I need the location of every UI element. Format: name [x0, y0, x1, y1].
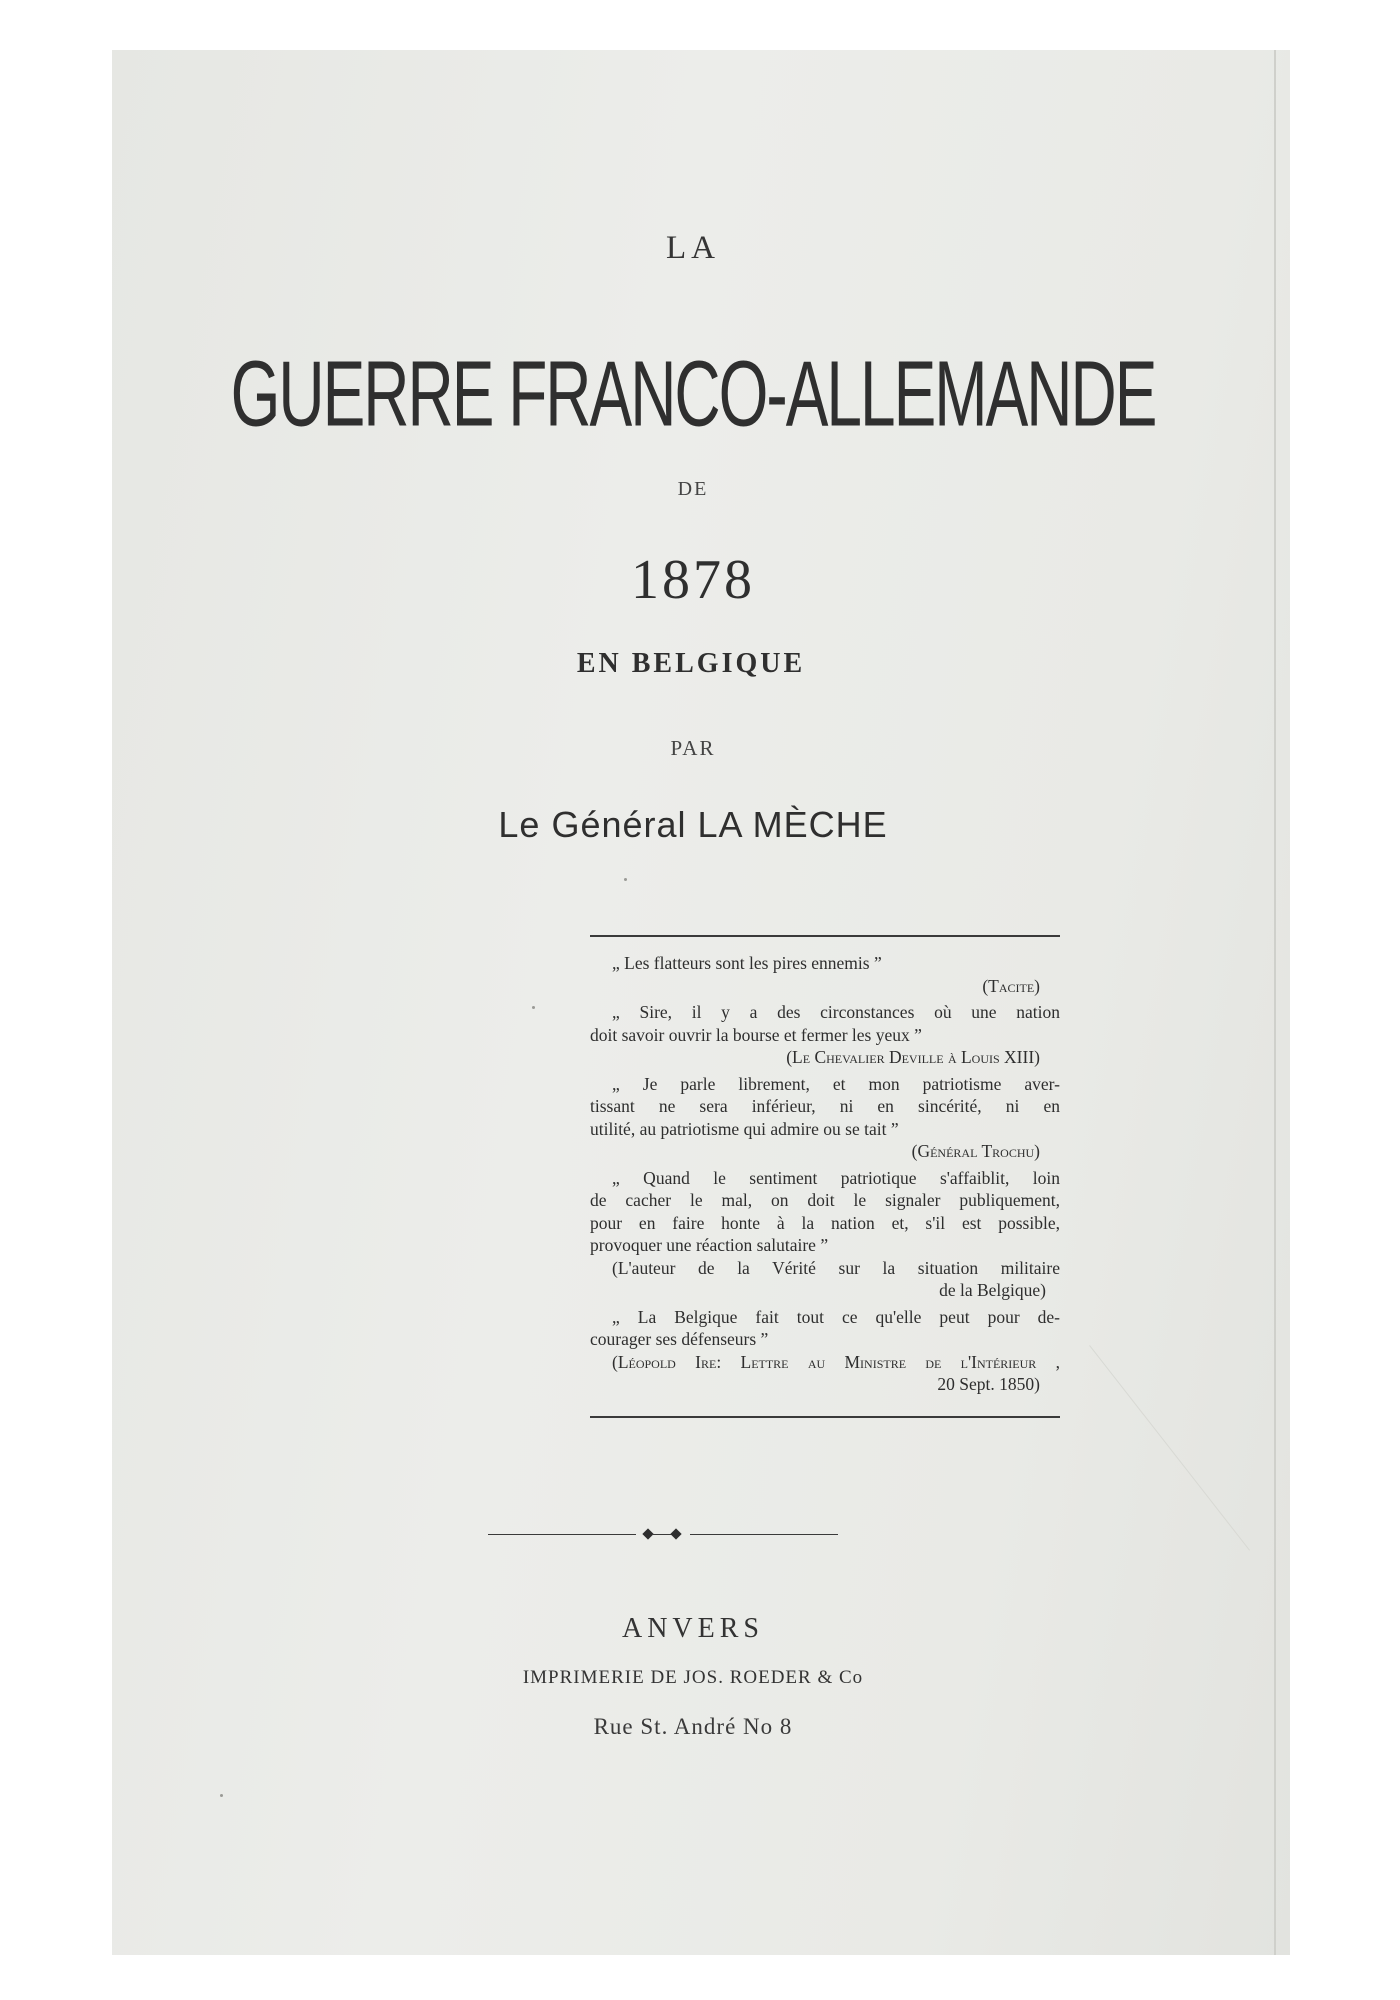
epigraph [590, 952, 1060, 997]
epigraph-line: pour en faire honte à la nation et, s'il est possible, [590, 1212, 1060, 1233]
epigraph-source: (L'auteur de la Vérité sur la situation militaire [612, 1257, 1060, 1278]
epigraph-line: de cacher le mal, on doit le signaler publiquement, [590, 1190, 1060, 1210]
epigraphs [590, 952, 1060, 1396]
epigraph-source: de la Belgique) [939, 1280, 1046, 1300]
epigraph-line: tissant ne sera inférieur, ni en sincérité, ni en [590, 1096, 1060, 1116]
epigraph-line: „ Je parle librement, et mon patriotisme aver- [612, 1073, 1060, 1094]
epigraph-line: „ Sire, il y a des circonstances où une nation [612, 1002, 1060, 1022]
title-year: 1878 [631, 549, 755, 611]
author-name: Le Général LA MÈCHE [498, 804, 888, 845]
epigraph [590, 1167, 1060, 1302]
epigraph-source: (Général Trochu) [911, 1141, 1040, 1161]
epigraph-source: (Tacite) [982, 975, 1040, 996]
ornament-divider [488, 1528, 838, 1542]
imprint-printer: IMPRIMERIE DE JOS. ROEDER & Co [522, 1667, 864, 1688]
paper-crease [1089, 1345, 1250, 1550]
epigraph [590, 1306, 1060, 1396]
epigraph-line: courager ses défenseurs ” [590, 1329, 769, 1349]
main-title: GUERRE FRANCO-ALLEMANDE [230, 341, 1156, 446]
title-preposition: DE [677, 478, 709, 500]
paper-speck [220, 1794, 223, 1797]
epigraph-line: „ Les flatteurs sont les pires ennemis ” [612, 953, 882, 973]
ornament-diamond [670, 1528, 681, 1539]
ornament-line [690, 1534, 838, 1535]
epigraph-source: (Léopold Ire: Lettre au Ministre de l'Intérieur , [612, 1351, 1060, 1372]
byline-par: PAR [670, 736, 716, 760]
epigraph [590, 1001, 1060, 1069]
imprint-address: Rue St. André No 8 [593, 1714, 793, 1739]
epigraph-line: „ Quand le sentiment patriotique s'affaiblit, loin [612, 1167, 1060, 1188]
title-article: LA [666, 230, 720, 266]
epigraph-source: (Le Chevalier Deville à Louis XIII) [786, 1047, 1040, 1067]
epigraph-bottom-rule [590, 1416, 1060, 1418]
title-subtitle: EN BELGIQUE [576, 648, 806, 679]
epigraph-line: provoquer une réaction salutaire ” [590, 1235, 829, 1255]
imprint-city: ANVERS [621, 1613, 764, 1644]
epigraph-line: doit savoir ouvrir la bourse et fermer les yeux ” [590, 1024, 922, 1045]
epigraph-line: „ La Belgique fait tout ce qu'elle peut pour de- [612, 1306, 1060, 1327]
paper-speck [624, 878, 627, 881]
epigraph-line: utilité, au patriotisme qui admire ou se tait ” [590, 1118, 899, 1139]
ornament-line [488, 1534, 636, 1535]
epigraph-source: 20 Sept. 1850) [937, 1374, 1040, 1394]
title-page [112, 50, 1290, 1955]
paper-speck [532, 1006, 535, 1009]
epigraph-top-rule [590, 935, 1060, 937]
epigraph [590, 1073, 1060, 1163]
